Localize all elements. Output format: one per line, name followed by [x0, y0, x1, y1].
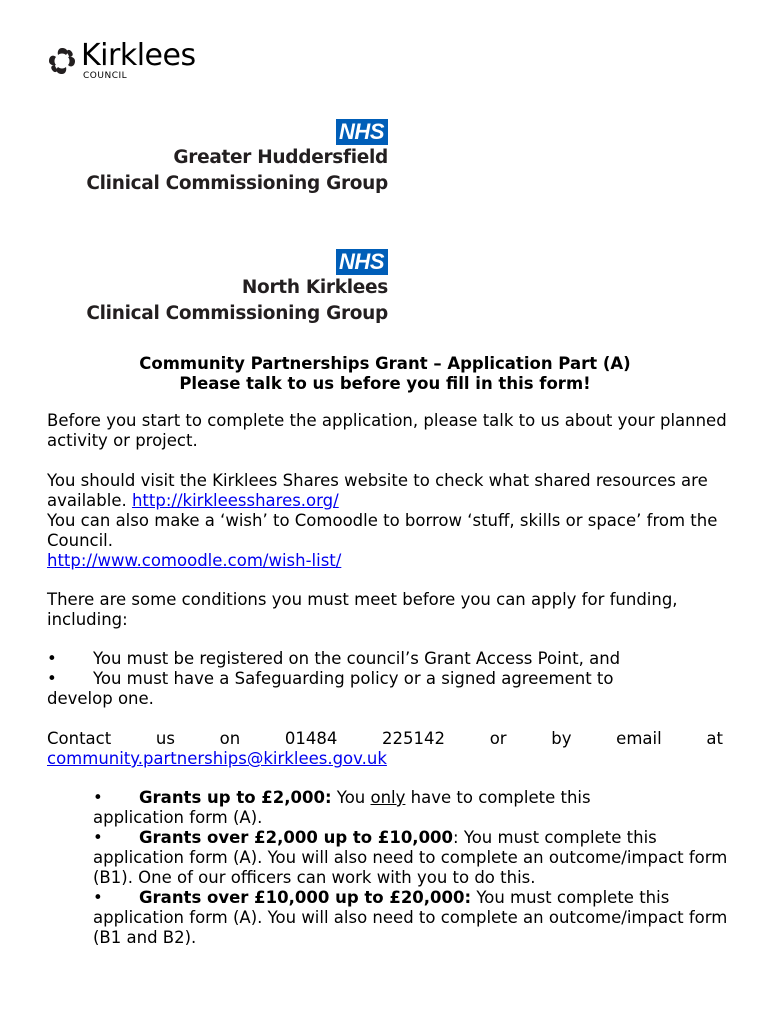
form-title: Community Partnerships Grant – Application Part (A) [139, 354, 631, 373]
contact-email-link[interactable]: community.partnerships@kirklees.gov.uk [47, 749, 387, 768]
grant-description: application form (A). You will also need to complete an outcome/impact form (B1 and B2). [93, 908, 728, 947]
form-subtitle: Please talk to us before you fill in this form! [179, 374, 591, 393]
wish-paragraph [47, 511, 727, 571]
nhs-org-line: North Kirklees [241, 277, 388, 298]
phone-part: 01484 [284, 729, 338, 748]
grant-text: You [331, 788, 371, 807]
contact-word: email [616, 729, 662, 748]
nhs-greater-huddersfield-logo [28, 119, 388, 197]
grant-item [93, 788, 728, 828]
grant-item [93, 888, 728, 948]
nhs-north-kirklees-logo [28, 249, 388, 327]
contact-line [47, 729, 723, 749]
grant-description: application form (A). [93, 808, 263, 827]
nhs-org-line: Clinical Commissioning Group [86, 303, 388, 324]
grant-levels-list [93, 788, 728, 948]
contact-word: by [551, 729, 572, 748]
grant-band: Grants up to £2,000: [139, 788, 332, 807]
kirklees-wordmark: Kirklees [81, 38, 196, 73]
grant-text: have to complete this [405, 788, 591, 807]
contact-word: or [489, 729, 507, 748]
contact-paragraph [47, 729, 727, 769]
contact-word: Contact [47, 729, 112, 748]
list-item-text: • You must have a Safeguarding policy or a signed agreement to [93, 669, 614, 688]
emphasis-only: only [370, 788, 406, 807]
nhs-org-line: Clinical Commissioning Group [86, 173, 388, 194]
kirklees-swirl-icon [47, 46, 77, 76]
grant-first-line [139, 828, 728, 848]
grant-item [93, 828, 728, 888]
council-label: COUNCIL [83, 71, 128, 81]
grant-band: Grants over £10,000 up to £20,000: [139, 888, 472, 907]
nhs-org-line: Greater Huddersfield [173, 147, 388, 168]
nhs-badge: NHS [336, 249, 388, 275]
conditions-list [47, 649, 727, 709]
grant-band: Grants over £2,000 up to £10,000 [139, 828, 454, 847]
grant-text: : You must complete this [453, 828, 657, 847]
comoodle-wish-list-link[interactable]: http://www.comoodle.com/wish-list/ [47, 551, 342, 570]
intro-paragraph: Before you start to complete the application, please talk to us about your planned activity or project. [47, 411, 727, 450]
nhs-badge: NHS [336, 119, 388, 145]
contact-word: us [155, 729, 175, 748]
grant-text: You must complete this [471, 888, 670, 907]
list-item [47, 669, 727, 709]
contact-word: on [219, 729, 241, 748]
list-item-text: develop one. [47, 689, 154, 708]
contact-word: at [706, 729, 723, 748]
wish-text: You can also make a ‘wish’ to Comoodle to borrow ‘stuff, skills or space’ from the Council. [47, 511, 718, 550]
phone-part: 225142 [382, 729, 446, 748]
kirklees-shares-link[interactable]: http://kirkleesshares.org/ [131, 491, 339, 510]
grant-first-line [139, 888, 728, 908]
conditions-intro: There are some conditions you must meet before you can apply for funding, including: [47, 590, 678, 629]
shares-paragraph [47, 471, 727, 511]
grant-description: application form (A). You will also need to complete an outcome/impact form (B1). One of our officers can work with you to do this. [93, 848, 728, 887]
grant-first-line [139, 788, 728, 808]
shares-text: You should visit the Kirklees Shares website to check what shared resources are available. [47, 471, 708, 510]
list-item: • You must be registered on the council’s Grant Access Point, and [47, 649, 727, 669]
kirklees-council-logo [47, 38, 197, 92]
